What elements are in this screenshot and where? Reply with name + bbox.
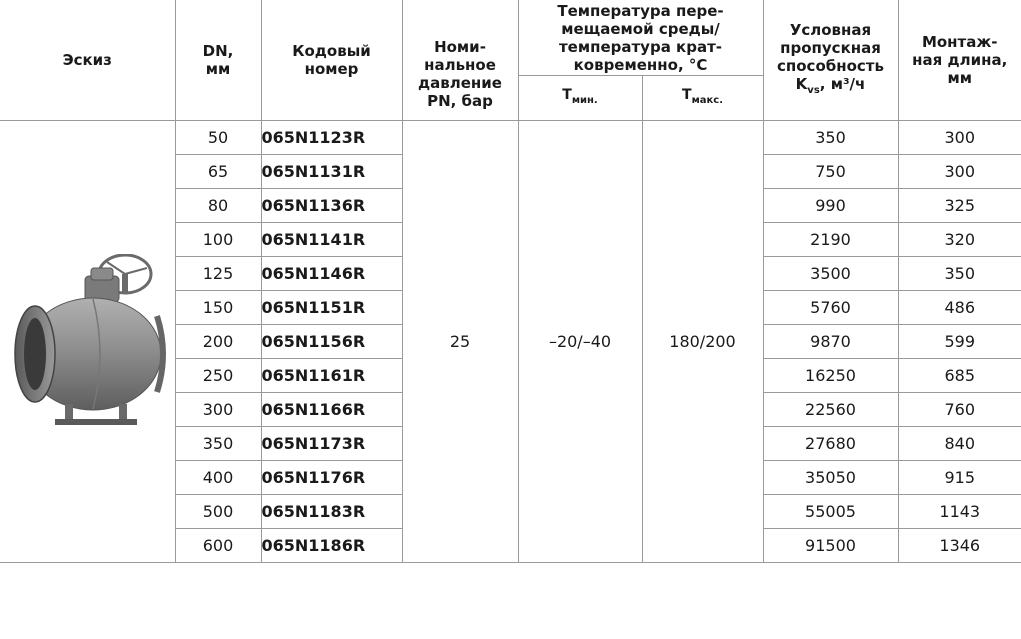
header-kvs-k: K [795, 74, 808, 93]
header-dn-text: DN, мм [202, 42, 234, 78]
cell-dn: 500 [175, 495, 261, 529]
cell-length: 486 [898, 291, 1021, 325]
header-row [0, 0, 1021, 76]
cell-dn: 600 [175, 529, 261, 563]
header-tmin [518, 76, 642, 121]
header-sketch: Эскиз [0, 0, 175, 121]
header-length [898, 0, 1021, 121]
cell-dn: 350 [175, 427, 261, 461]
cell-length: 1346 [898, 529, 1021, 563]
header-tmax [642, 76, 763, 121]
cell-code: 065N1146R [261, 257, 402, 291]
header-code-text: Кодовый номер [292, 42, 371, 78]
cell-kvs: 55005 [763, 495, 898, 529]
cell-tmin: –20/–40 [518, 121, 642, 563]
cell-code: 065N1136R [261, 189, 402, 223]
cell-dn: 80 [175, 189, 261, 223]
cell-kvs: 2190 [763, 223, 898, 257]
cell-kvs: 750 [763, 155, 898, 189]
cell-code: 065N1176R [261, 461, 402, 495]
cell-kvs: 27680 [763, 427, 898, 461]
cell-code: 065N1131R [261, 155, 402, 189]
header-kvs-symbol [764, 75, 898, 100]
cell-length: 300 [898, 121, 1021, 155]
cell-kvs: 3500 [763, 257, 898, 291]
cell-code: 065N1151R [261, 291, 402, 325]
header-temperature [518, 0, 763, 76]
header-kvs-unit: , м³/ч [819, 74, 866, 93]
cell-dn: 50 [175, 121, 261, 155]
header-code [261, 0, 402, 121]
cell-code: 065N1156R [261, 325, 402, 359]
cell-length: 325 [898, 189, 1021, 223]
header-pn-text: Номи-нальное давление PN, бар [418, 38, 502, 110]
cell-code: 065N1166R [261, 393, 402, 427]
cell-length: 350 [898, 257, 1021, 291]
cell-pn: 25 [402, 121, 518, 563]
cell-kvs: 91500 [763, 529, 898, 563]
sketch-cell [0, 121, 175, 563]
cell-dn: 150 [175, 291, 261, 325]
cell-kvs: 990 [763, 189, 898, 223]
header-kvs-sub: vs [807, 84, 820, 96]
header-tmax-sub: макс. [691, 94, 723, 106]
table-row [0, 121, 1021, 155]
cell-code: 065N1123R [261, 121, 402, 155]
cell-kvs: 16250 [763, 359, 898, 393]
header-tmax-main: T [682, 87, 692, 104]
cell-dn: 100 [175, 223, 261, 257]
cell-kvs: 5760 [763, 291, 898, 325]
cell-dn: 250 [175, 359, 261, 393]
header-temperature-text: Температура пере-мещаемой среды/ температура крат-ковременно, °C [557, 1, 724, 74]
header-pn [402, 0, 518, 121]
cell-code: 065N1183R [261, 495, 402, 529]
cell-kvs: 22560 [763, 393, 898, 427]
header-tmin-main: T [562, 87, 572, 104]
cell-code: 065N1141R [261, 223, 402, 257]
header-kvs [763, 0, 898, 121]
ball-valve-icon [7, 254, 167, 429]
cell-code: 065N1186R [261, 529, 402, 563]
cell-length: 599 [898, 325, 1021, 359]
cell-length: 300 [898, 155, 1021, 189]
header-tmin-sub: мин. [571, 94, 598, 106]
cell-kvs: 9870 [763, 325, 898, 359]
header-kvs-line1: Условная пропускная способность [777, 20, 884, 75]
header-length-text: Монтаж-ная длина, мм [912, 33, 1008, 87]
cell-dn: 300 [175, 393, 261, 427]
cell-tmax: 180/200 [642, 121, 763, 563]
cell-length: 685 [898, 359, 1021, 393]
cell-length: 1143 [898, 495, 1021, 529]
cell-dn: 200 [175, 325, 261, 359]
cell-kvs: 350 [763, 121, 898, 155]
cell-code: 065N1173R [261, 427, 402, 461]
cell-dn: 125 [175, 257, 261, 291]
cell-length: 320 [898, 223, 1021, 257]
header-dn [175, 0, 261, 121]
cell-kvs: 35050 [763, 461, 898, 495]
cell-length: 840 [898, 427, 1021, 461]
cell-dn: 65 [175, 155, 261, 189]
cell-length: 760 [898, 393, 1021, 427]
cell-length: 915 [898, 461, 1021, 495]
cell-dn: 400 [175, 461, 261, 495]
cell-code: 065N1161R [261, 359, 402, 393]
